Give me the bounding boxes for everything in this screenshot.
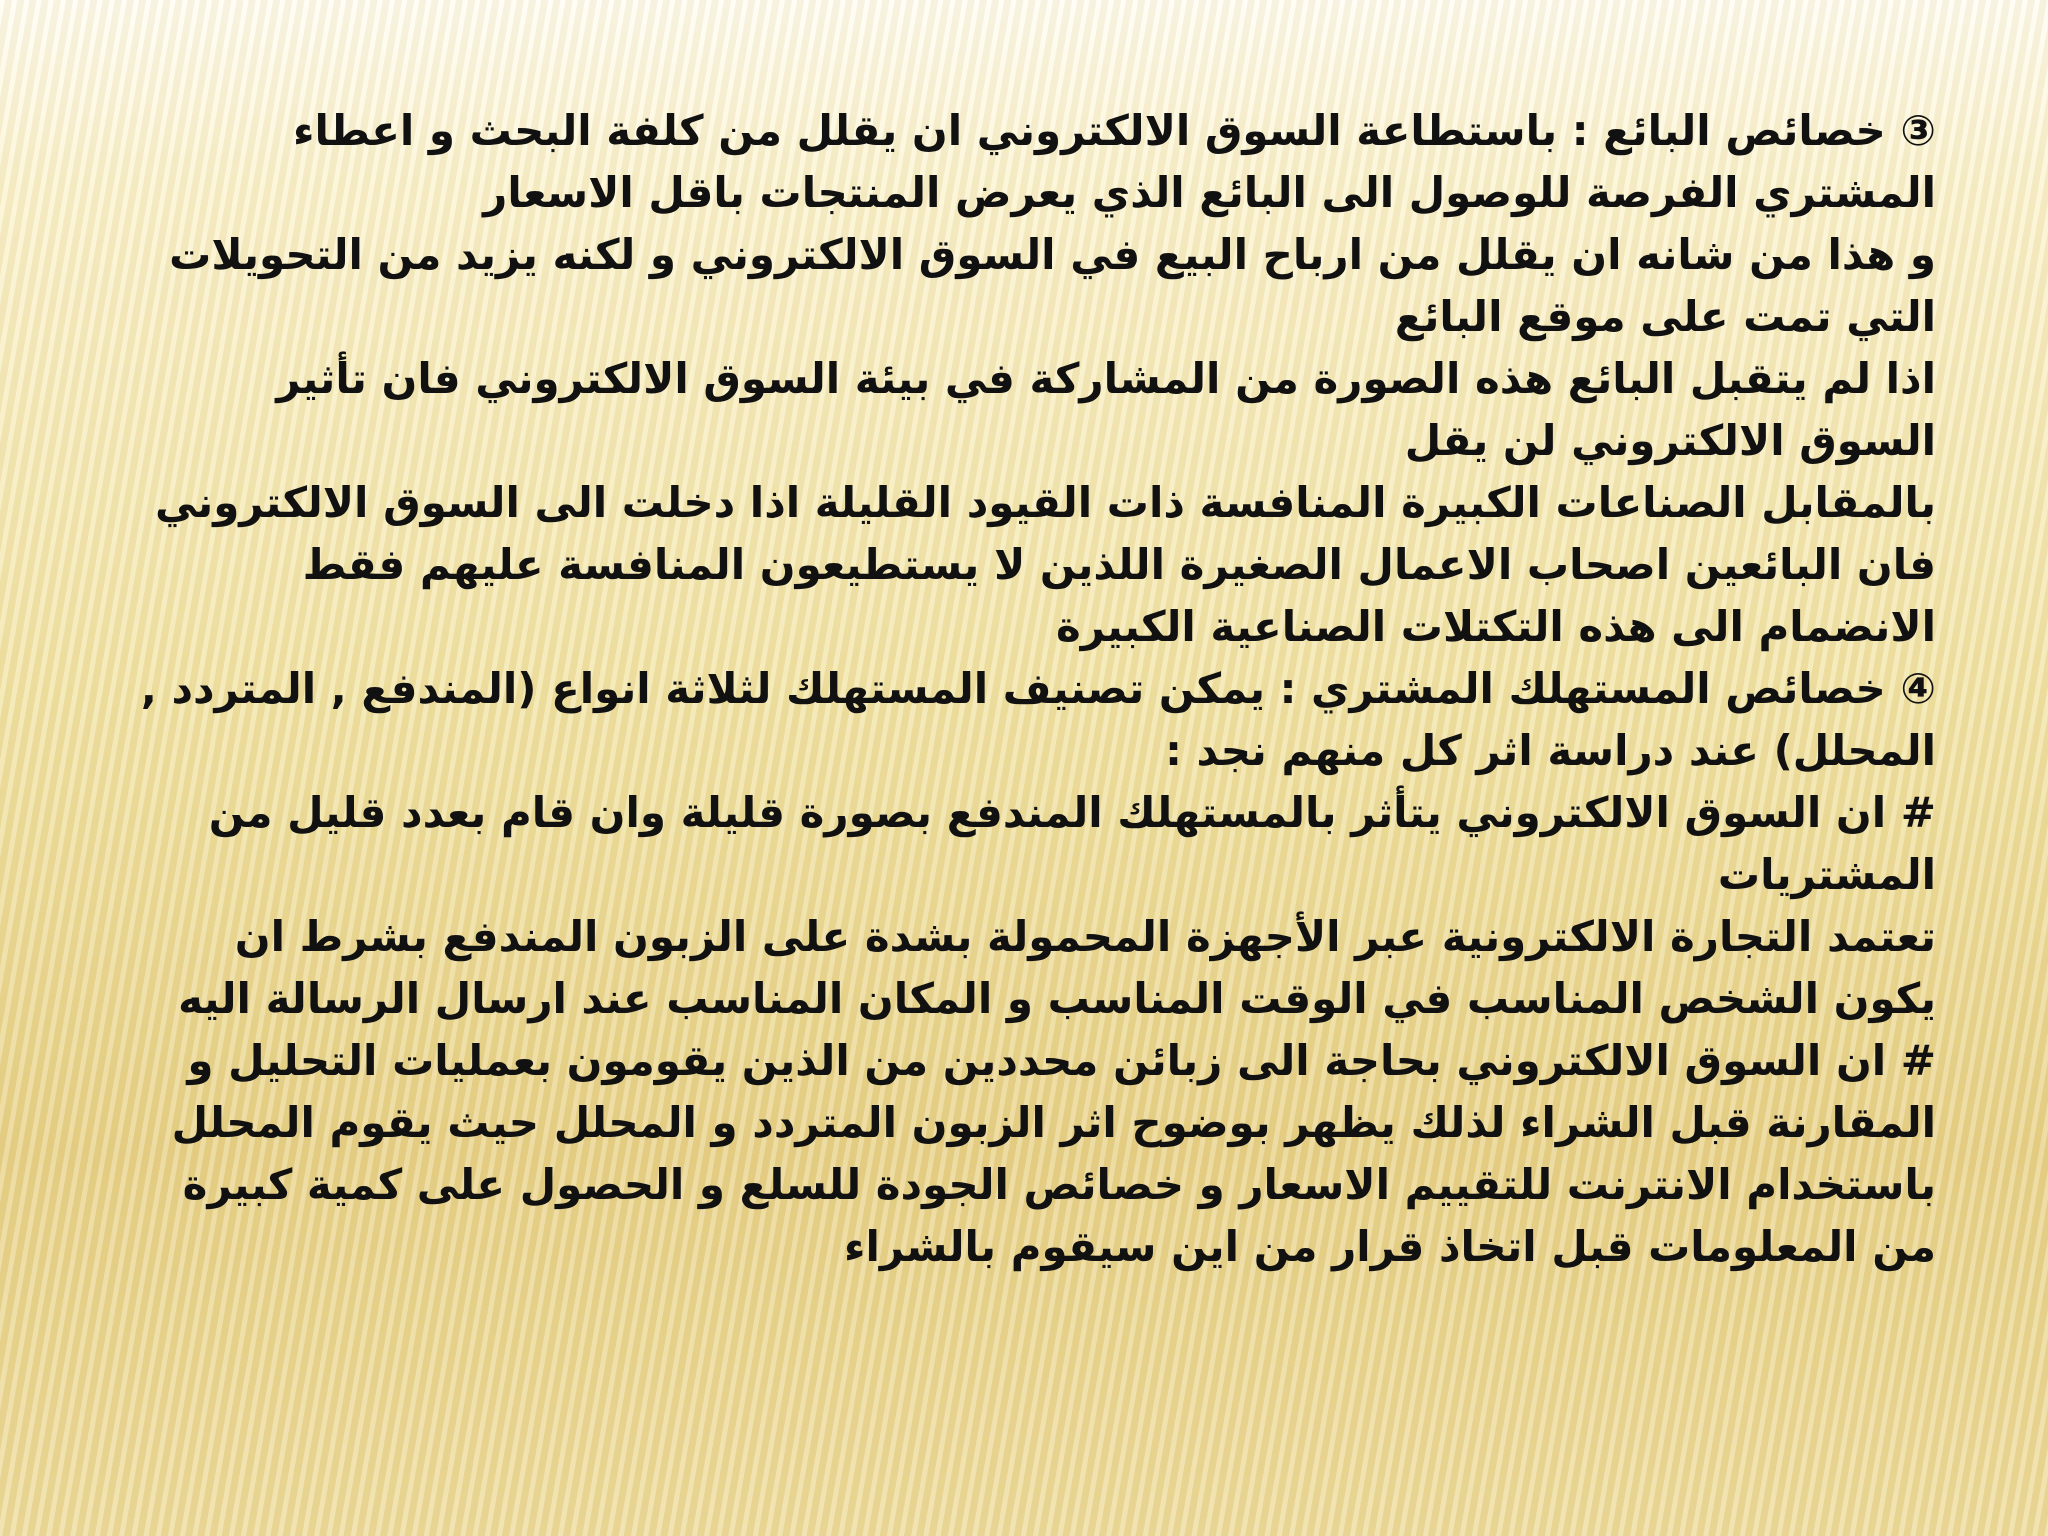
paragraph-consumer-characteristics: ④ خصائص المستهلك المشتري : يمكن تصنيف المستهلك لثلاثة انواع (المندفع , المتردد , المحلل) عند دراسة اثر كل منهم نجد : (140, 664, 1936, 775)
slide-body-text (130, 100, 1936, 1278)
paragraph-large-industries: بالمقابل الصناعات الكبيرة المنافسة ذات القيود القليلة اذا دخلت الى السوق الالكتروني فان البائعين اصحاب الاعمال الصغيرة اللذين لا يستطيعون المنافسة عليهم فقط الانضمام الى هذه التكتلات الصناعية الكبيرة (154, 478, 1936, 651)
paragraph-seller-characteristics: ③ خصائص البائع : باستطاعة السوق الالكتروني ان يقلل من كلفة البحث و اعطاء المشتري الفرصة للوصول الى البائع الذي يعرض المنتجات باقل الاسعار (293, 106, 1936, 217)
paragraph-analytical-consumer: # ان السوق الالكتروني بحاجة الى زبائن محددين من الذين يقومون بعمليات التحليل و المقارنة قبل الشراء لذلك يظهر بوضوح اثر الزبون المتردد و المحلل حيث يقوم المحلل باستخدام الانترنت للتقييم الاسعار و خصائص الجودة للسلع و الحصول على كمية كبيرة من المعلومات قبل اتخاذ قرار من اين سيقوم بالشراء (171, 1036, 1936, 1271)
paragraph-seller-acceptance: اذا لم يتقبل البائع هذه الصورة من المشاركة في بيئة السوق الالكتروني فان تأثير السوق الالكتروني لن يقل (276, 354, 1936, 465)
paragraph-profit-impact: و هذا من شانه ان يقلل من ارباح البيع في السوق الالكتروني و لكنه يزيد من التحويلات التي تمت على موقع البائع (169, 230, 1936, 341)
paragraph-impulsive-consumer: # ان السوق الالكتروني يتأثر بالمستهلك المندفع بصورة قليلة وان قام بعدد قليل من المشتريات (208, 788, 1936, 899)
paragraph-mobile-commerce: تعتمد التجارة الالكترونية عبر الأجهزة المحمولة بشدة على الزبون المندفع بشرط ان يكون الشخص المناسب في الوقت المناسب و المكان المناسب عند ارسال الرسالة اليه (178, 912, 1936, 1023)
